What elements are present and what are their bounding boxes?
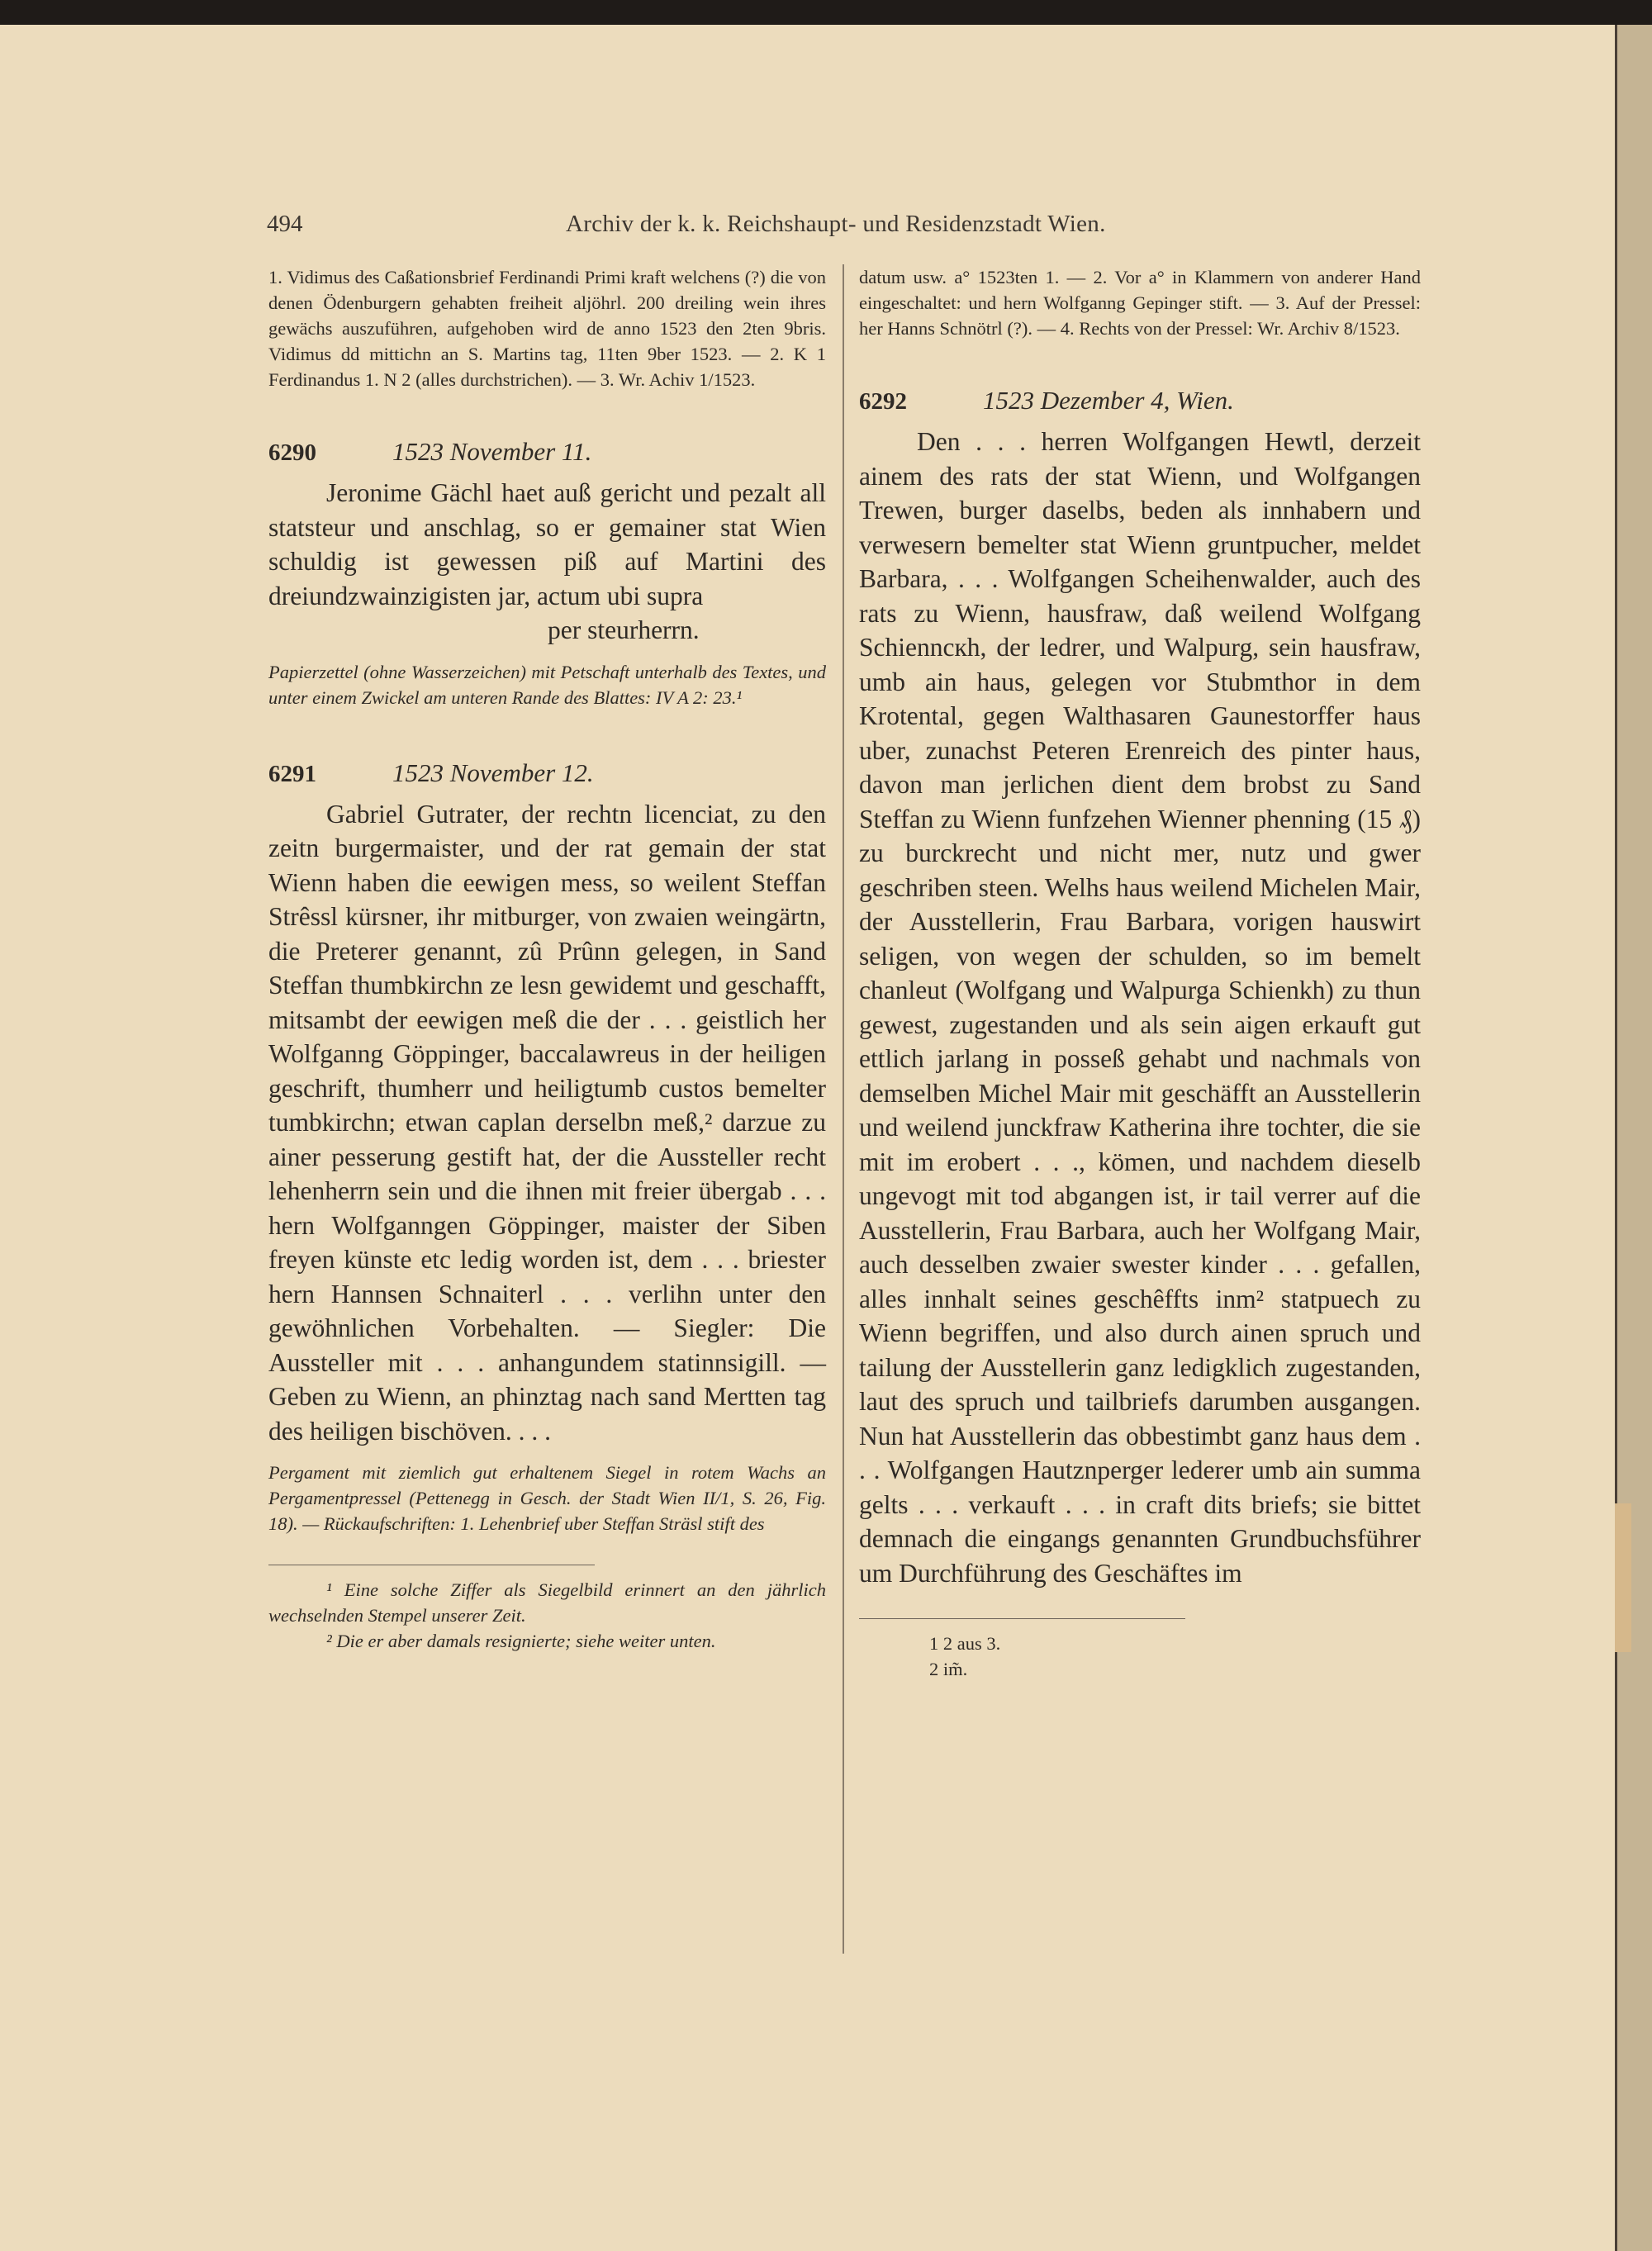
entry-6292-text: Den . . . herren Wolfgangen Hewtl, derzeit ainem des rats der stat Wienn, und Wolfgangen Trewen, burger daselbs, beden als innhabern und verwesern bemelter stat Wienn gruntpucher, meldet Barbara, . . . Wolfgangen Scheihenwalder, auch des rats zu Wienn, hausfraw, daß weilend Wolfgang Schienncкh, der ledrer, und Walpurg, sein hausfraw, umb ain haus, gelegen vor Stubmthor in dem Krotental, gegen Walthasaren Gaunestorffer haus uber, zunachst Peteren Erenreich des pinter haus, davon man jerlichen dient dem brobst zu Sand Steffan zu Wienn funfzehen Wienner phenning (15 ₰) zu burckrecht und nicht mer, nutz und gwer geschriben steen. Welhs haus weilend Michelen Mair, der Ausstellerin, Frau Barbara, vorigen hauswirt seligen, von wegen der schulden, so im bemelt chanleut (Wolfgang und Walpurga Schienkh) zu thun gewest, zugestanden und als sein aigen erkauft gut ettlich jarlang in posseß gehabt und nachmals von demselben Michel Mair mit geschäfft an Ausstellerin und weilend junckfraw Katherina ihre tochter, die sie mit im erobert . . ., kömen, und nachdem dieselb ungevogt mit tod abgangen ist, ir tail verrer auf die Ausstellerin, Frau Barbara, auch her Wolfgang Mair, auch desselben zwaier swester kinder . . . gefallen, alles innhalt seines geschêffts inm² statpuech zu Wienn begriffen, und also durch ainen spruch und tailung der Ausstellerin ganz ledigklich zugestanden, laut des spruch und tailbriefs darumben ausgangen. Nun hat Ausstellerin das obbestimbt ganz haus dem . . . Wolfgangen Hautznperger lederer umb ain summa gelts . . . verkauft . . . in craft dits briefs; sie bittet demnach die eingangs genannten Grundbuchsführer um Durchführung des Geschäftes im [859, 427, 1421, 1588]
entry-number: 6290 [268, 439, 316, 466]
column-divider [843, 264, 844, 1954]
entry-6291-text: Gabriel Gutrater, der rechtn licenciat, zu den zeitn burgermaister, und der rat gemain der stat Wienn haben die eewigen mess, so weilent Steffan Strêssl kürsner, ihr mitburger, von zwaien weingärtn, die Preterer genannt, zû Prûnn gelegen, in Sand Steffan thumbkirchn ze lesn gewidemt und geschafft, mitsambt der eewigen meß die der . . . geistlich her Wolfganng Göppinger, baccalawreus in der heiligen geschrift, thumherr und heiligtumb custos bemelter tumbkirchn; etwan caplan derselbn meß,² darzue zu ainer pesserung gestift hat, der die Aussteller recht lehenherrn sein und die ihnen mit freier übergab . . . hern Wolfganngen Göppinger, maister der Siben freyen künste etc ledig worden ist, dem . . . briester hern Hannsen Schnaiterl . . . verlihn unter den gewöhnlichen Vorbehalten. — Siegler: Die Aussteller mit . . . anhangundem statinnsigill. — Geben zu Wienn, an phinztag nach sand Mertten tag des heiligen bischöven. . . . [268, 799, 826, 1446]
right-column [859, 264, 1421, 1682]
footnote-rule [859, 1618, 1185, 1619]
entry-6290-note: Papierzettel (ohne Wasserzeichen) mit Petschaft unterhalb des Textes, und unter einem Zwickel am unteren Rande des Blattes: IV A 2: 23.¹ [268, 661, 826, 708]
footnote-1: 1 2 aus 3. [929, 1633, 1001, 1654]
entry-6291-note: Pergament mit ziemlich gut erhaltenem Siegel in rotem Wachs an Pergamentpressel (Pettenegg in Gesch. der Stadt Wien II/1, S. 26, Fig. 18). — Rückaufschriften: 1. Lehenbrief uber Steffan Sträsl stift des [268, 1462, 826, 1534]
page-number: 494 [267, 211, 303, 237]
scan-top-border [0, 0, 1652, 25]
entry-6290-text: Jeronime Gächl haet auß gericht und pezalt all statsteur und anschlag, so er gemainer stat Wien schuldig ist gewessen piß auf Martini des dreiundzwainzigisten jar, actum ubi supra [268, 478, 826, 610]
footnote-2: 2 im̃. [929, 1659, 968, 1679]
entry-date: 1523 Dezember 4, Wien. [983, 386, 1234, 415]
footnote-2: ² Die er aber damals resignierte; siehe weiter unten. [326, 1631, 716, 1651]
entry-date: 1523 November 12. [392, 757, 594, 787]
left-top-note: 1. Vidimus des Caßationsbrief Ferdinandi Primi kraft welchens (?) die von denen Ödenburgern gehabten freiheit aljöhrl. 200 dreiling wein ihres gewächs auszuführen, aufgehoben wird de anno 1523 den 2ten 9bris. Vidimus dd mittichn an S. Martins tag, 11ten 9ber 1523. — 2. K 1 Ferdinandus 1. N 2 (alles durchstrichen). — 3. Wr. Achiv 1/1523. [268, 267, 826, 390]
entry-6291-heading [268, 757, 826, 791]
entry-6292-heading [859, 384, 1421, 418]
right-top-note: datum usw. a° 1523ten 1. — 2. Vor a° in Klammern von anderer Hand eingeschaltet: und hern Wolfganng Gepinger stift. — 3. Auf der Pressel: her Hanns Schnötrl (?). — 4. Rechts von der Pressel: Wr. Archiv 8/1523. [859, 267, 1421, 339]
entry-number: 6291 [268, 760, 316, 787]
entry-6290-heading [268, 435, 826, 469]
entry-6290-signature: per steurherrn. [548, 615, 700, 644]
book-spine-edge [1615, 0, 1652, 2251]
entry-number: 6292 [859, 388, 907, 415]
page-tab-marker [1615, 1503, 1631, 1652]
entry-date: 1523 November 11. [392, 437, 592, 466]
running-title: Archiv der k. k. Reichshaupt- und Residenzstadt Wien. [566, 211, 1106, 237]
footnote-1: ¹ Eine solche Ziffer als Siegelbild erinnert an den jährlich wechselnden Stempel unserer Zeit. [268, 1579, 826, 1626]
left-column [268, 264, 826, 1654]
